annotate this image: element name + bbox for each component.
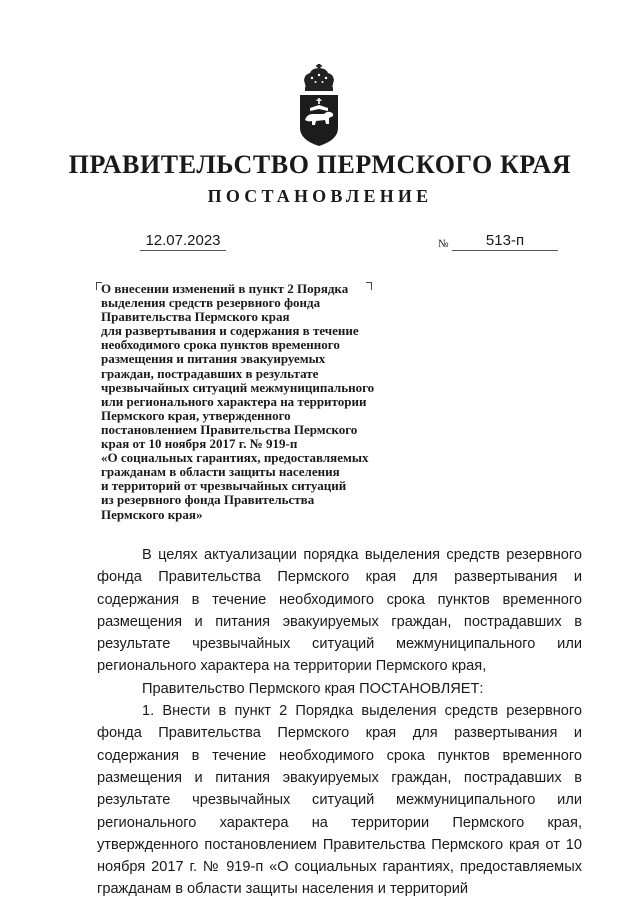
document-date: 12.07.2023 <box>140 232 226 251</box>
subject-line: гражданам в области защиты населения <box>101 464 340 480</box>
document-number: 513-п <box>452 232 558 251</box>
subject-line: Пермского края, утвержденного <box>101 407 291 423</box>
perm-krai-coat-of-arms-icon <box>296 64 342 148</box>
body-paragraph-item-1: 1. Внести в пункт 2 Порядка выделения средств резервного фонда Правительства Пермского края для развертывания и содержания в течение необходимого срока пунктов временного размещения и питания эвакуируемых граждан, пострадавших в результате чрезвычайных ситуаций межмуниципального или регионального характера на территории Пермского края, утвержденного постановлением Правительства Пермского края от 10 ноября 2017 г. № 919-п «О социальных гарантиях, предоставляемых гражданам в области защиты населения и территорий <box>97 703 582 898</box>
subject-line: и территорий от чрезвычайных ситуаций <box>101 478 347 494</box>
subject-line: размещения и питания эвакуируемых <box>101 351 326 367</box>
subject-line: необходимого срока пунктов временного <box>101 337 340 353</box>
subject-line: «О социальных гарантиях, предоставляемых <box>101 450 369 466</box>
subject-line: чрезвычайных ситуаций межмуниципального <box>101 379 375 395</box>
document-number-label: № <box>438 238 449 250</box>
document-type-title: ПОСТАНОВЛЕНИЕ <box>207 186 433 206</box>
subject-line: О внесении изменений в пункт 2 Порядка <box>101 281 349 296</box>
government-title: ПРАВИТЕЛЬСТВО ПЕРМСКОГО КРАЯ <box>68 150 572 179</box>
document-body <box>97 544 582 901</box>
subject-line: Правительства Пермского края <box>101 309 290 325</box>
subject-line: или регионального характера на территории <box>101 393 367 409</box>
subject-line: края от 10 ноября 2017 г. № 919-п <box>101 436 298 452</box>
body-paragraph-resolves: Правительство Пермского края ПОСТАНОВЛЯЕТ: <box>142 680 484 697</box>
subject-line: Пермского края» <box>101 506 203 522</box>
subject-line: выделения средств резервного фонда <box>101 295 321 311</box>
body-paragraph-preamble: В целях актуализации порядка выделения средств резервного фонда Правительства Пермского края для развертывания и содержания в течение необходимого срока пунктов временного размещения и питания эвакуируемых граждан, пострадавших в результате чрезвычайных ситуаций межмуниципального или регионального характера на территории Пермского края, <box>97 547 582 675</box>
subject-line: постановлением Правительства Пермского <box>101 421 358 437</box>
document-subject <box>101 282 401 522</box>
subject-line: граждан, пострадавших в результате <box>101 365 319 381</box>
subject-line: для развертывания и содержания в течение <box>101 323 359 339</box>
subject-line: из резервного фонда Правительства <box>101 492 315 508</box>
